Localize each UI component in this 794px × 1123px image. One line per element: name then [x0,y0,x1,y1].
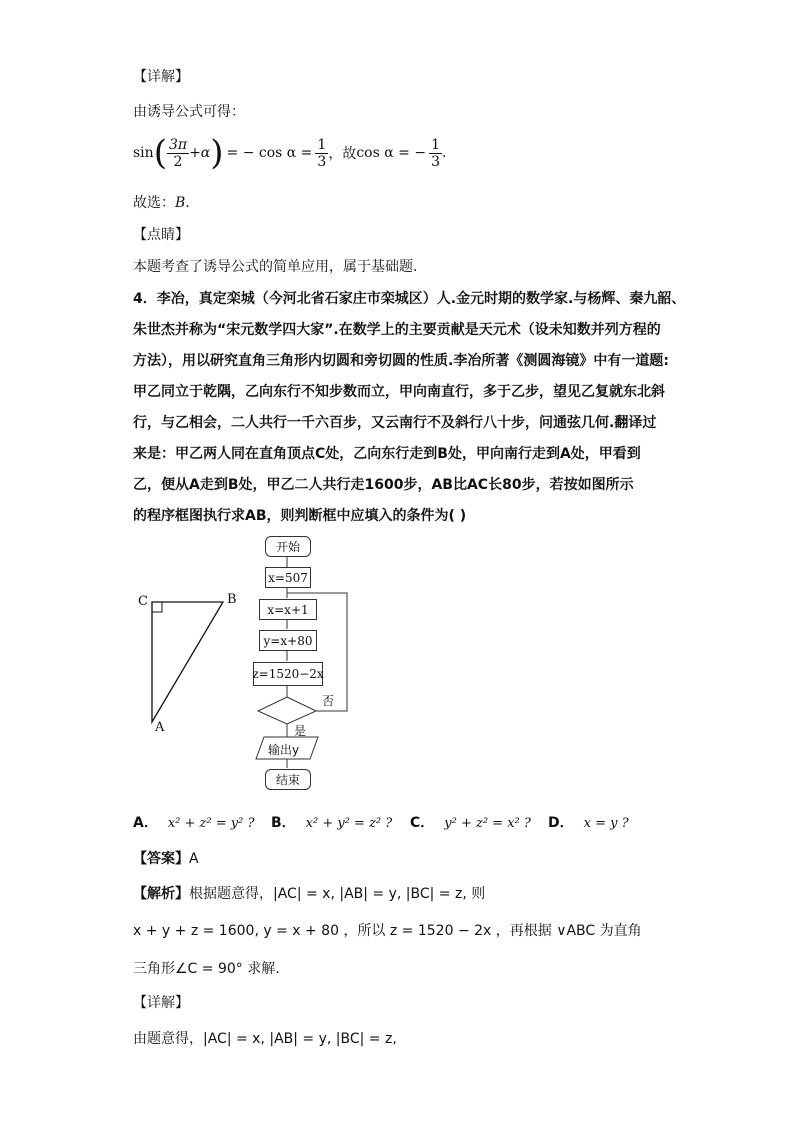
option-text: x² + z² = y² ? [167,816,255,831]
flow-end: 结束 [265,769,311,790]
frac-den: 3 [317,153,327,170]
triangle-label-a: A [155,720,165,735]
question-line-1: 4．李冶，真定栾城（今河北省石家庄市栾城区）人.金元时期的数学家.与杨辉、秦九韶、 [133,291,686,307]
option-letter: A． [133,815,158,831]
flow-output-label: 输出y [268,743,300,757]
detail-heading: 【详解】 [133,69,189,85]
frac-num: 1 [317,136,327,153]
plus-alpha: +α [189,145,211,161]
option-d [548,812,629,832]
option-text: x = y ? [583,816,629,831]
analysis-line-2: x + y + z = 1600, y = x + 80 ，所以 z = 1520 − 2x ，再根据 ∨ABC 为直角 [133,923,642,939]
left-paren: ( [153,133,167,173]
flow-step-x: x=x+1 [259,599,317,620]
frac-num: 1 [431,136,440,153]
analysis-label: 【解析】 [133,886,189,902]
analysis-line-3: 三角形∠C = 90° 求解. [133,961,280,977]
flow-step-y: y=x+80 [259,630,317,651]
option-letter: B． [271,815,296,831]
question-line-6: 来是：甲乙两人同在直角顶点C处，乙向东行走到B处，甲向南行走到A处，甲看到 [133,446,641,462]
right-paren: ) [210,133,224,173]
right-triangle [152,602,223,722]
option-letter: C． [410,815,435,831]
option-text: y² + z² = x² ? [444,816,531,831]
option-text: x² + y² = z² ? [305,816,393,831]
derive-intro: 由诱导公式可得： [133,104,245,120]
question-line-3: 方法），用以研究直角三角形内切圆和旁切圆的性质.李冶所著《测圆海镜》中有一道题: [133,353,669,369]
question-line-5: 行，与乙相会，二人共行一千六百步，又云南行不及斜行八十步，问通弦几何.翻译过 [133,415,657,431]
frac-den: 2 [173,153,183,170]
question-line-4: 甲乙同立于乾隅，乙向东行不知步数而立，甲向南直行，多于乙步，望见乙复就东北斜 [133,384,665,400]
detail2-line: 由题意得，|AC| = x, |AB| = y, |BC| = z, [133,1031,397,1047]
dianjing-heading: 【点睛】 [133,227,189,243]
eq-end: . [442,145,447,161]
detail2-heading: 【详解】 [133,995,189,1011]
eq-middle: = − cos α = [226,145,313,161]
question-line-2: 朱世杰并称为“宋元数学四大家”.在数学上的主要贡献是天元术（设未知数并列方程的 [133,322,661,338]
decision-diamond [258,697,316,724]
question-line-8: 的程序框图执行求AB，则判断框中应填入的条件为( ) [133,508,467,524]
sin-label: sin [133,145,154,161]
choose-value: B. [175,195,190,211]
option-letter: D． [548,815,574,831]
question-line-7: 乙，便从A走到B处，甲乙二人共行走1600步，AB比AC长80步，若按如图所示 [133,477,634,493]
analysis-line-1 [133,883,485,903]
right-angle-mark [152,602,162,612]
choose-label: 故选： [133,195,175,211]
analysis-text-1: 根据题意得，|AC| = x, |AB| = y, |BC| = z, 则 [189,886,486,902]
flow-no-label: 否 [322,694,335,708]
eq-so: ，故 [328,146,357,162]
triangle-label-c: C [138,594,148,609]
flow-yes-label: 是 [294,724,307,738]
option-b [271,812,392,832]
answer-line [133,848,199,868]
flow-start: 开始 [265,536,311,557]
option-c [410,812,531,832]
dianjing-text: 本题考查了诱导公式的简单应用，属于基础题. [133,259,418,275]
answer-label: 【答案】 [133,851,189,867]
flow-step-z: z=1520−2x [253,662,323,686]
eq-cos: cos α = − [356,145,427,161]
frac-num: 3π [168,136,188,153]
flow-init: x=507 [265,567,311,588]
frac-den: 3 [431,153,440,170]
answer-value: A [189,851,199,867]
option-a [133,812,254,832]
triangle-label-b: B [227,592,237,607]
